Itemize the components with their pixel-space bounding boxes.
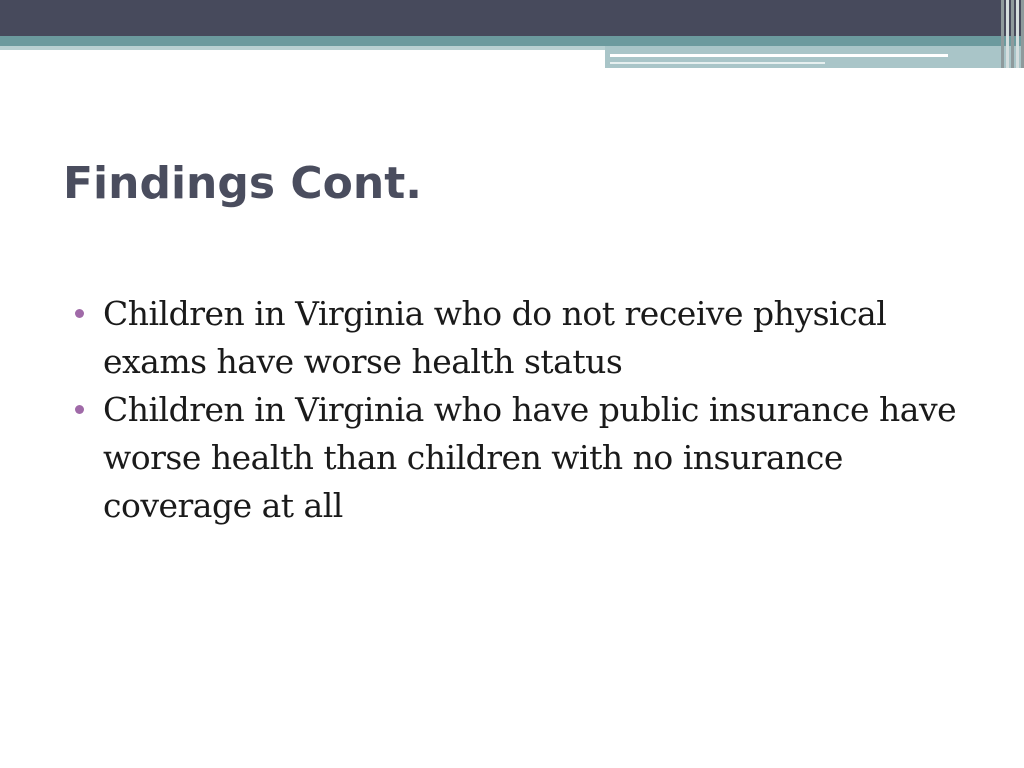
- header-teal-right-block: [605, 46, 1024, 68]
- header-accent-line-secondary: [610, 62, 825, 64]
- header-dark-band: [0, 0, 1024, 36]
- header-vbar: [1001, 0, 1004, 68]
- bullet-list: [75, 290, 965, 530]
- bullet-text: Children in Virginia who do not receive physical exams have worse health status: [103, 294, 887, 381]
- bullet-text: Children in Virginia who have public insurance have worse health than children with no insurance coverage at all: [103, 390, 957, 525]
- bullet-item: [75, 386, 965, 530]
- header-teal-strip: [0, 36, 1024, 46]
- header-teal-light-strip: [0, 46, 605, 50]
- header-vbar: [1006, 0, 1009, 68]
- bullet-item: [75, 290, 965, 386]
- header-vertical-bars: [992, 0, 1024, 68]
- header-accent-line: [610, 54, 948, 57]
- bullet-marker-icon: [75, 309, 84, 318]
- slide-title: Findings Cont.: [63, 158, 422, 209]
- bullet-marker-icon: [75, 405, 84, 414]
- header-vbar: [1016, 0, 1019, 68]
- header-vbar: [1011, 0, 1014, 68]
